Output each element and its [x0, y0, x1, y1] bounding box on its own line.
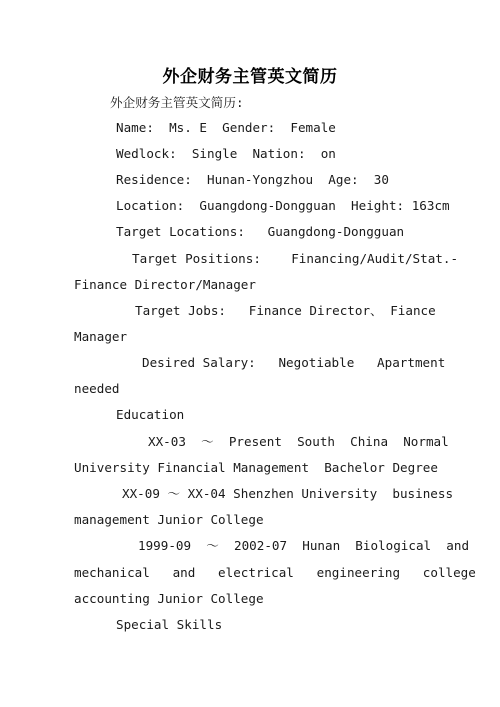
target-jobs-line: Target Jobs: Finance Director、 Fiance	[135, 303, 436, 318]
target-positions-line: Target Positions: Financing/Audit/Stat.-	[132, 251, 459, 266]
target-positions-continuation: Finance Director/Manager	[74, 277, 256, 292]
residence-age-line: Residence: Hunan-Yongzhou Age: 30	[116, 172, 389, 187]
education-entry-1-continuation: University Financial Management Bachelor Degree	[74, 460, 438, 475]
target-locations-line: Target Locations: Guangdong-Dongguan	[116, 224, 405, 239]
education-entry-2: XX-09 ～ XX-04 Shenzhen University business	[122, 486, 454, 501]
desired-salary-continuation: needed	[74, 381, 120, 396]
education-heading: Education	[116, 407, 185, 422]
education-entry-3-continuation: mechanical and electrical engineering college	[74, 565, 476, 580]
education-entry-3-continuation-2: accounting Junior College	[74, 591, 264, 606]
location-height-line: Location: Guangdong-Dongguan Height: 163cm	[116, 198, 450, 213]
target-jobs-continuation: Manager	[74, 329, 128, 344]
wedlock-nation-line: Wedlock: Single Nation: on	[116, 146, 336, 161]
education-entry-2-continuation: management Junior College	[74, 512, 264, 527]
document-title: 外企财务主管英文简历	[162, 67, 338, 87]
education-entry-3: 1999-09 ～ 2002-07 Hunan Biological and	[138, 538, 470, 553]
special-skills-heading: Special Skills	[116, 617, 223, 632]
desired-salary-line: Desired Salary: Negotiable Apartment	[142, 355, 446, 370]
name-gender-line: Name: Ms. E Gender: Female	[116, 120, 336, 135]
education-entry-1: XX-03 ～ Present South China Normal	[148, 434, 449, 449]
subtitle-line: 外企财务主管英文简历:	[110, 95, 244, 110]
